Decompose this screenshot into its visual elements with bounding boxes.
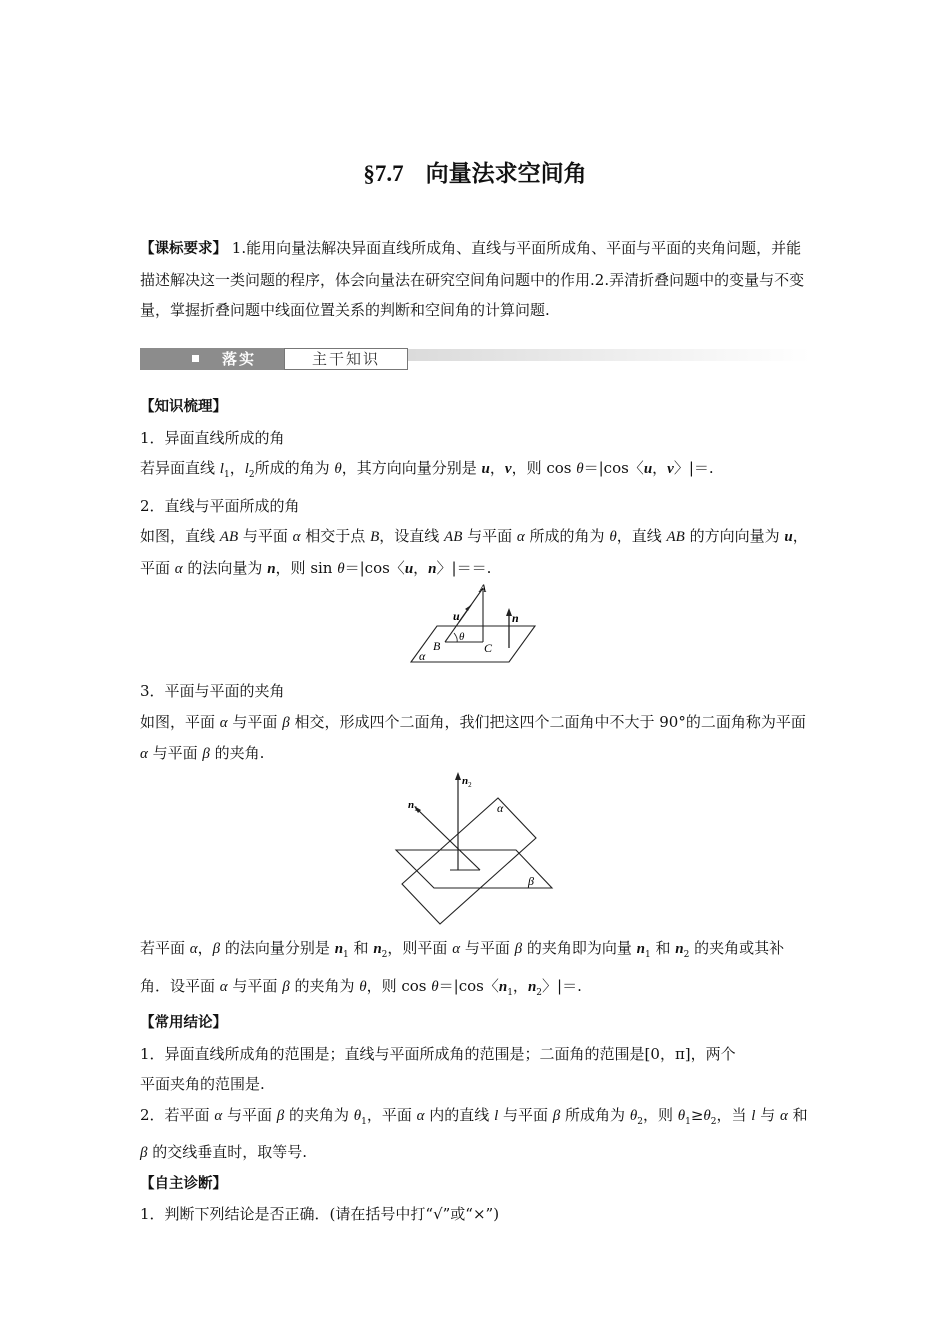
item2-body: 如图，直线 AB 与平面 α 相交于点 B，设直线 AB 与平面 α 所成的角为 θ，直线 AB 的方向向量为 u，平面 α 的法向量为 n，则 sin θ＝|cos〈u，n〉|＝＝.	[140, 527, 808, 577]
label-n: n	[512, 611, 519, 625]
item1-body: 若异面直线 $l_1$，$l_2$所成的角为 θ，其方向向量分别是 u，v，则 cos θ＝|cos〈u，v〉|＝.	[140, 459, 714, 480]
label-n1: $n_1$	[408, 799, 418, 813]
item1-title: 1．异面直线所成的角	[140, 428, 285, 447]
section-banner	[140, 325, 810, 385]
conclusion2: 2．若平面 α 与平面 β 的夹角为 $\theta_1$，平面 α 内的直线 l 与平面 β 所成角为 $\theta_2$，则 $\theta_1\ge\theta_2$，当 l 与 α 和 β 的交线垂直时，取等号.	[140, 1105, 808, 1161]
self-check-question1: 1．判断下列结论是否正确．(请在括号中打“√”或“×”)	[140, 1205, 500, 1223]
label-alpha: α	[497, 801, 504, 815]
plane-alpha-shape	[402, 798, 536, 924]
plane-alpha-shape	[411, 626, 535, 662]
title-text: 向量法求空间角	[425, 161, 587, 187]
banner-dark-block	[140, 348, 284, 370]
label-theta: θ	[459, 631, 465, 643]
label-n2: $n_2$	[462, 775, 472, 789]
course-requirements	[140, 233, 810, 326]
conclusion1-line2: 平面夹角的范围是.	[140, 1075, 265, 1093]
knowledge-tag: 【知识梳理】	[140, 399, 227, 415]
banner-square-icon	[192, 355, 199, 362]
section-number: §7.7	[363, 161, 404, 186]
plane-plane-angle-figure	[394, 770, 556, 930]
knowledge-section-c	[140, 933, 810, 1230]
requirements-text: 1.能用向量法解决异面直线所成角、直线与平面所成角、平面与平面的夹角问题，并能描述解决这一类问题的程序，体会向量法在研究空间角问题中的作用.2.弄清折叠问题中的变量与不变量，掌握折叠问题中线面位置关系的判断和空间角的计算问题.	[140, 239, 805, 319]
vector-n2-arrowhead	[455, 772, 461, 780]
label-A: A	[479, 581, 487, 595]
vector-n1	[416, 808, 480, 870]
label-C: C	[484, 641, 493, 655]
conclusions-tag: 【常用结论】	[140, 1015, 227, 1031]
knowledge-section-a	[140, 392, 810, 584]
item3-body: 如图，平面 α 与平面 β 相交，形成四个二面角，我们把这四个二面角中不大于 90°的二面角称为平面 α 与平面 β 的夹角.	[140, 712, 806, 762]
label-alpha: α	[419, 649, 426, 663]
banner-right-label: 主干知识	[284, 348, 408, 370]
label-u: u	[453, 609, 460, 623]
item3-note: 若平面 α，β 的法向量分别是 $n_1$ 和 $n_2$，则平面 α 与平面 β 的夹角即为向量 $n_1$ 和 $n_2$ 的夹角或其补角．设平面 α 与平面 β 的夹角为 θ，则 cos θ＝|cos〈$n_1$，$n_2$〉|＝.	[140, 939, 785, 998]
line-plane-angle-figure	[405, 578, 545, 668]
vector-u-arrowhead	[465, 605, 471, 611]
conclusion1-line1: 1．异面直线所成角的范围是；直线与平面所成角的范围是；二面角的范围是[0，π]，两个	[140, 1044, 736, 1063]
label-B: B	[433, 639, 441, 653]
page-title	[0, 155, 950, 188]
requirements-tag: 【课标要求】	[140, 241, 227, 257]
item3-title: 3．平面与平面的夹角	[140, 682, 285, 700]
knowledge-section-b	[140, 676, 810, 770]
item2-title: 2．直线与平面所成的角	[140, 496, 300, 515]
self-check-tag: 【自主诊断】	[140, 1175, 227, 1192]
theta-arc	[454, 633, 457, 642]
label-beta: β	[528, 874, 534, 888]
banner-left-label: 落实	[222, 350, 257, 368]
